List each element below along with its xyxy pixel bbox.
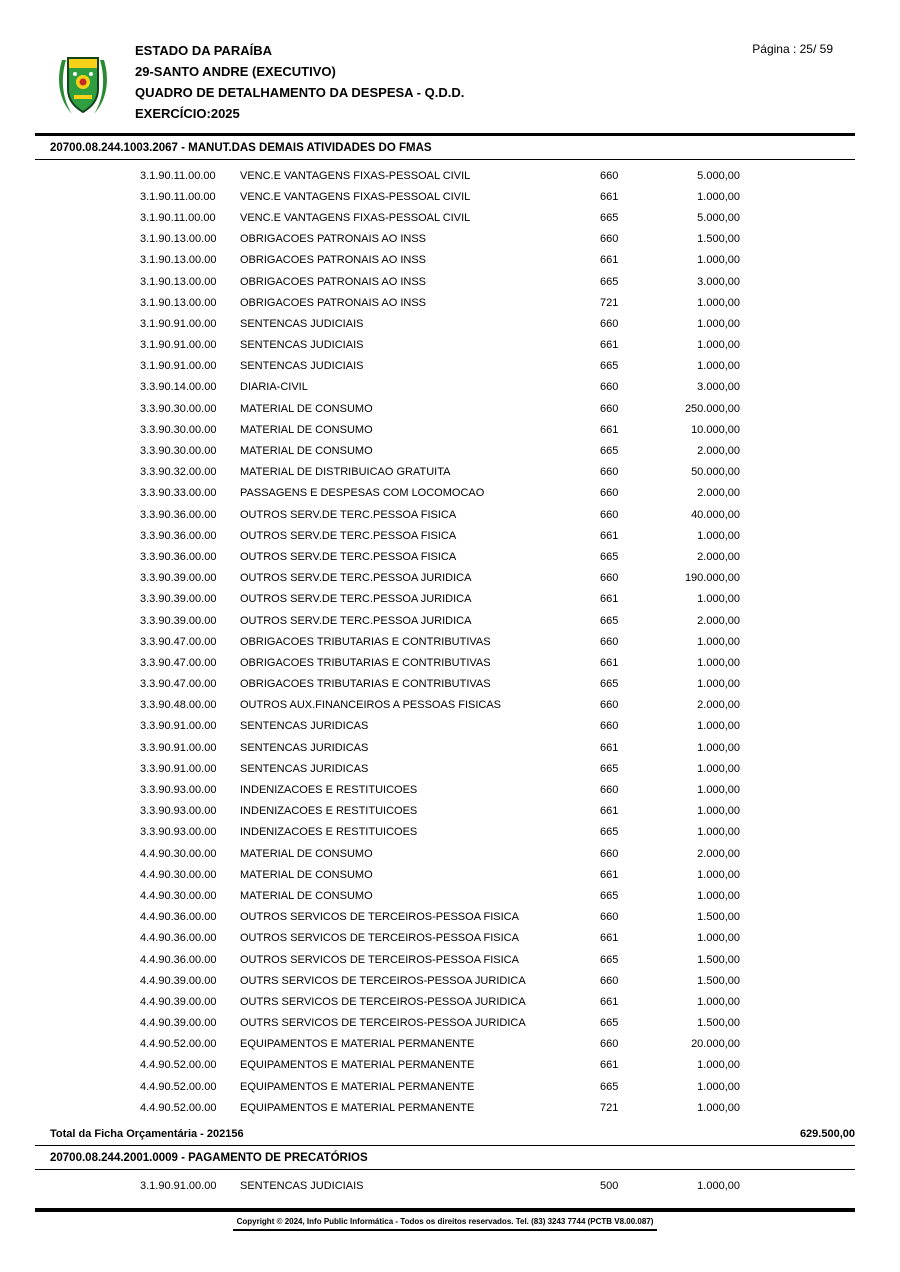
expense-description: SENTENCAS JUDICIAIS	[240, 339, 364, 352]
expense-code: 4.4.90.39.00.00	[140, 974, 217, 987]
expense-code: 4.4.90.39.00.00	[140, 995, 217, 1008]
expense-row	[35, 674, 855, 695]
total-row	[35, 1123, 855, 1145]
funding-source-code: 660	[600, 635, 619, 648]
expense-value: 1.000,00	[697, 593, 740, 606]
expense-row	[35, 801, 855, 822]
funding-source-code: 721	[600, 296, 619, 309]
expense-value: 1.000,00	[697, 360, 740, 373]
expense-value: 40.000,00	[691, 508, 740, 521]
expense-code: 3.3.90.14.00.00	[140, 381, 217, 394]
expense-value: 1.500,00	[697, 911, 740, 924]
expense-row	[35, 885, 855, 906]
expense-code: 3.3.90.93.00.00	[140, 826, 217, 839]
funding-source-code: 665	[600, 360, 619, 373]
funding-source-code: 660	[600, 381, 619, 394]
expense-description: SENTENCAS JUDICIAIS	[240, 317, 364, 330]
copyright-text: Copyright © 2024, Info Public Informática - Todos os direitos reservados. Tel. (83) 3243 7744 (PCTB V8.00.087)	[233, 1217, 658, 1231]
expense-code: 3.3.90.91.00.00	[140, 720, 217, 733]
expense-code: 3.3.90.47.00.00	[140, 635, 217, 648]
expense-row	[35, 1076, 855, 1097]
expense-value: 1.000,00	[697, 1059, 740, 1072]
expense-row	[35, 1034, 855, 1055]
expense-value: 1.000,00	[697, 868, 740, 881]
expense-row	[35, 737, 855, 758]
funding-source-code: 665	[600, 762, 619, 775]
funding-source-code: 660	[600, 466, 619, 479]
expense-code: 3.1.90.11.00.00	[140, 169, 216, 182]
expense-description: OBRIGACOES PATRONAIS AO INSS	[240, 296, 427, 309]
expense-row	[35, 758, 855, 779]
expense-code: 3.3.90.30.00.00	[140, 423, 217, 436]
expense-description: DIARIA-CIVIL	[240, 381, 308, 394]
expense-code: 3.1.90.91.00.00	[140, 317, 217, 330]
header-titles	[135, 40, 855, 124]
funding-source-code: 665	[600, 826, 619, 839]
funding-source-code: 661	[600, 254, 619, 267]
expense-description: EQUIPAMENTOS E MATERIAL PERMANENTE	[240, 1038, 475, 1051]
expense-value: 3.000,00	[697, 275, 740, 288]
section-precatorios	[35, 1146, 855, 1196]
funding-source-code: 660	[600, 784, 619, 797]
expense-code: 4.4.90.36.00.00	[140, 932, 217, 945]
expense-description: OUTROS SERV.DE TERC.PESSOA FISICA	[240, 550, 457, 563]
funding-source-code: 665	[600, 678, 619, 691]
funding-source-code: 665	[600, 889, 619, 902]
expense-code: 3.3.90.48.00.00	[140, 699, 217, 712]
expense-code: 3.3.90.32.00.00	[140, 466, 217, 479]
funding-source-code: 661	[600, 656, 619, 669]
expense-row	[35, 546, 855, 567]
expense-row	[35, 1055, 855, 1076]
expense-row	[35, 907, 855, 928]
expense-row	[35, 631, 855, 652]
expense-row	[35, 652, 855, 673]
expense-row	[35, 377, 855, 398]
expense-code: 3.3.90.47.00.00	[140, 678, 217, 691]
expense-code: 3.3.90.39.00.00	[140, 614, 217, 627]
expense-value: 1.000,00	[697, 932, 740, 945]
expense-row	[35, 335, 855, 356]
expense-description: OUTROS SERV.DE TERC.PESSOA JURIDICA	[240, 572, 472, 585]
expense-value: 1.000,00	[697, 656, 740, 669]
expense-description: VENC.E VANTAGENS FIXAS-PESSOAL CIVIL	[240, 211, 471, 224]
funding-source-code: 660	[600, 508, 619, 521]
expense-description: MATERIAL DE CONSUMO	[240, 868, 373, 881]
expense-value: 1.500,00	[697, 233, 740, 246]
expense-code: 4.4.90.52.00.00	[140, 1101, 217, 1114]
expense-description: INDENIZACOES E RESTITUICOES	[240, 784, 418, 797]
expense-value: 1.000,00	[697, 1080, 740, 1093]
expense-value: 1.000,00	[697, 826, 740, 839]
funding-source-code: 661	[600, 593, 619, 606]
coat-of-arms-icon	[55, 54, 111, 118]
expense-value: 1.000,00	[697, 741, 740, 754]
expense-rows	[35, 160, 855, 1118]
expense-value: 1.500,00	[697, 974, 740, 987]
expense-row	[35, 419, 855, 440]
expense-row	[35, 1175, 855, 1196]
expense-row	[35, 250, 855, 271]
report-header	[35, 0, 855, 124]
expense-value: 1.000,00	[697, 784, 740, 797]
expense-row	[35, 229, 855, 250]
expense-value: 1.000,00	[697, 254, 740, 267]
expense-value: 20.000,00	[691, 1038, 740, 1051]
expense-row	[35, 610, 855, 631]
funding-source-code: 660	[600, 911, 619, 924]
funding-source-code: 660	[600, 847, 619, 860]
expense-row	[35, 928, 855, 949]
expense-value: 1.000,00	[697, 635, 740, 648]
expense-row	[35, 313, 855, 334]
expense-description: OUTROS SERV.DE TERC.PESSOA FISICA	[240, 529, 457, 542]
expense-row	[35, 462, 855, 483]
total-label: Total da Ficha Orçamentária - 202156	[50, 1128, 244, 1141]
expense-value: 3.000,00	[697, 381, 740, 394]
expense-value: 5.000,00	[697, 211, 740, 224]
expense-row	[35, 483, 855, 504]
expense-row	[35, 822, 855, 843]
expense-code: 3.3.90.39.00.00	[140, 572, 217, 585]
expense-value: 1.000,00	[697, 1101, 740, 1114]
expense-row	[35, 695, 855, 716]
expense-description: OUTROS SERVICOS DE TERCEIROS-PESSOA FISICA	[240, 932, 519, 945]
expense-value: 1.000,00	[697, 995, 740, 1008]
funding-source-code: 661	[600, 995, 619, 1008]
expense-description: EQUIPAMENTOS E MATERIAL PERMANENTE	[240, 1059, 475, 1072]
expense-code: 3.1.90.13.00.00	[140, 296, 217, 309]
expense-value: 1.000,00	[697, 529, 740, 542]
expense-row	[35, 1013, 855, 1034]
expense-description: MATERIAL DE DISTRIBUICAO GRATUITA	[240, 466, 451, 479]
expense-description: OUTRS SERVICOS DE TERCEIROS-PESSOA JURIDICA	[240, 1017, 526, 1030]
funding-source-code: 661	[600, 805, 619, 818]
expense-code: 3.3.90.93.00.00	[140, 784, 217, 797]
expense-value: 250.000,00	[684, 402, 740, 415]
expense-code: 3.3.90.91.00.00	[140, 762, 217, 775]
expense-code: 4.4.90.30.00.00	[140, 889, 217, 902]
expense-code: 3.1.90.91.00.00	[140, 1180, 217, 1193]
expense-code: 4.4.90.30.00.00	[140, 847, 217, 860]
expense-code: 3.3.90.36.00.00	[140, 529, 217, 542]
expense-description: MATERIAL DE CONSUMO	[240, 423, 373, 436]
expense-value: 2.000,00	[697, 847, 740, 860]
expense-description: MATERIAL DE CONSUMO	[240, 402, 373, 415]
expense-row	[35, 440, 855, 461]
expense-row	[35, 398, 855, 419]
funding-source-code: 661	[600, 741, 619, 754]
expense-code: 3.3.90.47.00.00	[140, 656, 217, 669]
expense-row	[35, 991, 855, 1012]
funding-source-code: 660	[600, 317, 619, 330]
expense-row	[35, 779, 855, 800]
expense-description: MATERIAL DE CONSUMO	[240, 889, 373, 902]
funding-source-code: 665	[600, 1017, 619, 1030]
expense-code: 3.3.90.39.00.00	[140, 593, 217, 606]
expense-code: 4.4.90.52.00.00	[140, 1080, 217, 1093]
expense-code: 3.1.90.13.00.00	[140, 275, 217, 288]
funding-source-code: 660	[600, 487, 619, 500]
expense-description: OBRIGACOES TRIBUTARIAS E CONTRIBUTIVAS	[240, 635, 491, 648]
expense-code: 3.1.90.11.00.00	[140, 190, 216, 203]
expense-code: 4.4.90.30.00.00	[140, 868, 217, 881]
expense-description: PASSAGENS E DESPESAS COM LOCOMOCAO	[240, 487, 485, 500]
funding-source-code: 500	[600, 1180, 619, 1193]
expense-value: 2.000,00	[697, 445, 740, 458]
expense-row	[35, 1097, 855, 1118]
expense-description: OUTROS SERV.DE TERC.PESSOA JURIDICA	[240, 614, 472, 627]
report-title: QUADRO DE DETALHAMENTO DA DESPESA - Q.D.D.	[135, 85, 465, 100]
total-value: 629.500,00	[799, 1128, 855, 1141]
expense-row	[35, 504, 855, 525]
expense-code: 4.4.90.36.00.00	[140, 911, 217, 924]
funding-source-code: 660	[600, 402, 619, 415]
expense-code: 3.3.90.30.00.00	[140, 445, 217, 458]
expense-description: EQUIPAMENTOS E MATERIAL PERMANENTE	[240, 1101, 475, 1114]
expense-description: OBRIGACOES PATRONAIS AO INSS	[240, 254, 427, 267]
funding-source-code: 660	[600, 233, 619, 246]
funding-source-code: 721	[600, 1101, 619, 1114]
expense-row	[35, 970, 855, 991]
expense-description: SENTENCAS JURIDICAS	[240, 720, 369, 733]
expense-value: 1.500,00	[697, 953, 740, 966]
section-title: 20700.08.244.1003.2067 - MANUT.DAS DEMAIS ATIVIDADES DO FMAS	[50, 142, 432, 154]
report-content	[35, 0, 855, 1197]
expense-description: OUTRS SERVICOS DE TERCEIROS-PESSOA JURIDICA	[240, 995, 526, 1008]
expense-code: 3.3.90.91.00.00	[140, 741, 217, 754]
report-footer	[35, 1208, 855, 1231]
funding-source-code: 661	[600, 868, 619, 881]
funding-source-code: 661	[600, 339, 619, 352]
funding-source-code: 660	[600, 1038, 619, 1051]
funding-source-code: 665	[600, 211, 619, 224]
funding-source-code: 665	[600, 275, 619, 288]
expense-value: 1.000,00	[697, 1180, 740, 1193]
expense-description: OBRIGACOES PATRONAIS AO INSS	[240, 233, 427, 246]
page-number: Página : 25/ 59	[752, 42, 833, 56]
funding-source-code: 665	[600, 445, 619, 458]
expense-value: 50.000,00	[691, 466, 740, 479]
expense-value: 1.500,00	[697, 1017, 740, 1030]
funding-source-code: 661	[600, 423, 619, 436]
funding-source-code: 665	[600, 550, 619, 563]
expense-row	[35, 843, 855, 864]
expense-description: MATERIAL DE CONSUMO	[240, 445, 373, 458]
expense-row	[35, 356, 855, 377]
expense-value: 5.000,00	[697, 169, 740, 182]
expense-code: 3.3.90.93.00.00	[140, 805, 217, 818]
expense-code: 3.1.90.13.00.00	[140, 233, 217, 246]
expense-value: 2.000,00	[697, 614, 740, 627]
funding-source-code: 661	[600, 190, 619, 203]
expense-code: 4.4.90.39.00.00	[140, 1017, 217, 1030]
expense-value: 1.000,00	[697, 805, 740, 818]
expense-value: 190.000,00	[684, 572, 740, 585]
expense-value: 1.000,00	[697, 190, 740, 203]
expense-code: 3.3.90.33.00.00	[140, 487, 217, 500]
expense-row	[35, 589, 855, 610]
funding-source-code: 660	[600, 974, 619, 987]
expense-row	[35, 207, 855, 228]
expense-code: 4.4.90.52.00.00	[140, 1059, 217, 1072]
section-fmas	[35, 136, 855, 1118]
footer-divider	[35, 1208, 855, 1212]
funding-source-code: 660	[600, 572, 619, 585]
expense-description: OUTROS AUX.FINANCEIROS A PESSOAS FISICAS	[240, 699, 502, 712]
expense-code: 3.3.90.36.00.00	[140, 508, 217, 521]
expense-description: OBRIGACOES TRIBUTARIAS E CONTRIBUTIVAS	[240, 678, 491, 691]
expense-description: SENTENCAS JUDICIAIS	[240, 360, 364, 373]
expense-description: OUTROS SERV.DE TERC.PESSOA FISICA	[240, 508, 457, 521]
section-title: 20700.08.244.2001.0009 - PAGAMENTO DE PRECATÓRIOS	[50, 1152, 368, 1165]
expense-value: 10.000,00	[691, 423, 740, 436]
funding-source-code: 660	[600, 169, 619, 182]
expense-code: 3.3.90.36.00.00	[140, 550, 217, 563]
exercise-label: EXERCÍCIO:2025	[135, 106, 240, 121]
expense-row	[35, 568, 855, 589]
funding-source-code: 660	[600, 699, 619, 712]
expense-row	[35, 186, 855, 207]
expense-row	[35, 271, 855, 292]
expense-value: 1.000,00	[697, 296, 740, 309]
expense-row	[35, 525, 855, 546]
expense-description: OUTROS SERV.DE TERC.PESSOA JURIDICA	[240, 593, 472, 606]
expense-value: 2.000,00	[697, 699, 740, 712]
expense-description: SENTENCAS JUDICIAIS	[240, 1180, 364, 1193]
entity-name: 29-SANTO ANDRE (EXECUTIVO)	[135, 64, 336, 79]
expense-value: 1.000,00	[697, 678, 740, 691]
expense-description: OUTROS SERVICOS DE TERCEIROS-PESSOA FISICA	[240, 953, 519, 966]
expense-description: OBRIGACOES PATRONAIS AO INSS	[240, 275, 427, 288]
expense-description: OUTRS SERVICOS DE TERCEIROS-PESSOA JURIDICA	[240, 974, 526, 987]
expense-description: INDENIZACOES E RESTITUICOES	[240, 826, 418, 839]
expense-value: 1.000,00	[697, 317, 740, 330]
expense-description: MATERIAL DE CONSUMO	[240, 847, 373, 860]
expense-value: 1.000,00	[697, 720, 740, 733]
expense-description: OBRIGACOES TRIBUTARIAS E CONTRIBUTIVAS	[240, 656, 491, 669]
expense-row	[35, 165, 855, 186]
funding-source-code: 660	[600, 720, 619, 733]
expense-value: 1.000,00	[697, 889, 740, 902]
expense-code: 4.4.90.52.00.00	[140, 1038, 217, 1051]
expense-row	[35, 716, 855, 737]
funding-source-code: 665	[600, 614, 619, 627]
expense-code: 3.1.90.91.00.00	[140, 339, 217, 352]
expense-value: 1.000,00	[697, 339, 740, 352]
funding-source-code: 661	[600, 932, 619, 945]
expense-code: 3.1.90.91.00.00	[140, 360, 217, 373]
expense-code: 3.1.90.11.00.00	[140, 211, 216, 224]
org-name: ESTADO DA PARAÍBA	[135, 43, 272, 58]
expense-code: 3.1.90.13.00.00	[140, 254, 217, 267]
expense-description: SENTENCAS JURIDICAS	[240, 762, 369, 775]
expense-code: 3.3.90.30.00.00	[140, 402, 217, 415]
expense-description: OUTROS SERVICOS DE TERCEIROS-PESSOA FISICA	[240, 911, 519, 924]
expense-description: VENC.E VANTAGENS FIXAS-PESSOAL CIVIL	[240, 190, 471, 203]
funding-source-code: 661	[600, 529, 619, 542]
expense-rows	[35, 1170, 855, 1196]
expense-description: SENTENCAS JURIDICAS	[240, 741, 369, 754]
expense-row	[35, 949, 855, 970]
funding-source-code: 665	[600, 953, 619, 966]
expense-row	[35, 864, 855, 885]
expense-row	[35, 292, 855, 313]
funding-source-code: 661	[600, 1059, 619, 1072]
expense-description: EQUIPAMENTOS E MATERIAL PERMANENTE	[240, 1080, 475, 1093]
expense-value: 1.000,00	[697, 762, 740, 775]
funding-source-code: 665	[600, 1080, 619, 1093]
expense-description: INDENIZACOES E RESTITUICOES	[240, 805, 418, 818]
expense-code: 4.4.90.36.00.00	[140, 953, 217, 966]
expense-value: 2.000,00	[697, 550, 740, 563]
expense-description: VENC.E VANTAGENS FIXAS-PESSOAL CIVIL	[240, 169, 471, 182]
expense-value: 2.000,00	[697, 487, 740, 500]
